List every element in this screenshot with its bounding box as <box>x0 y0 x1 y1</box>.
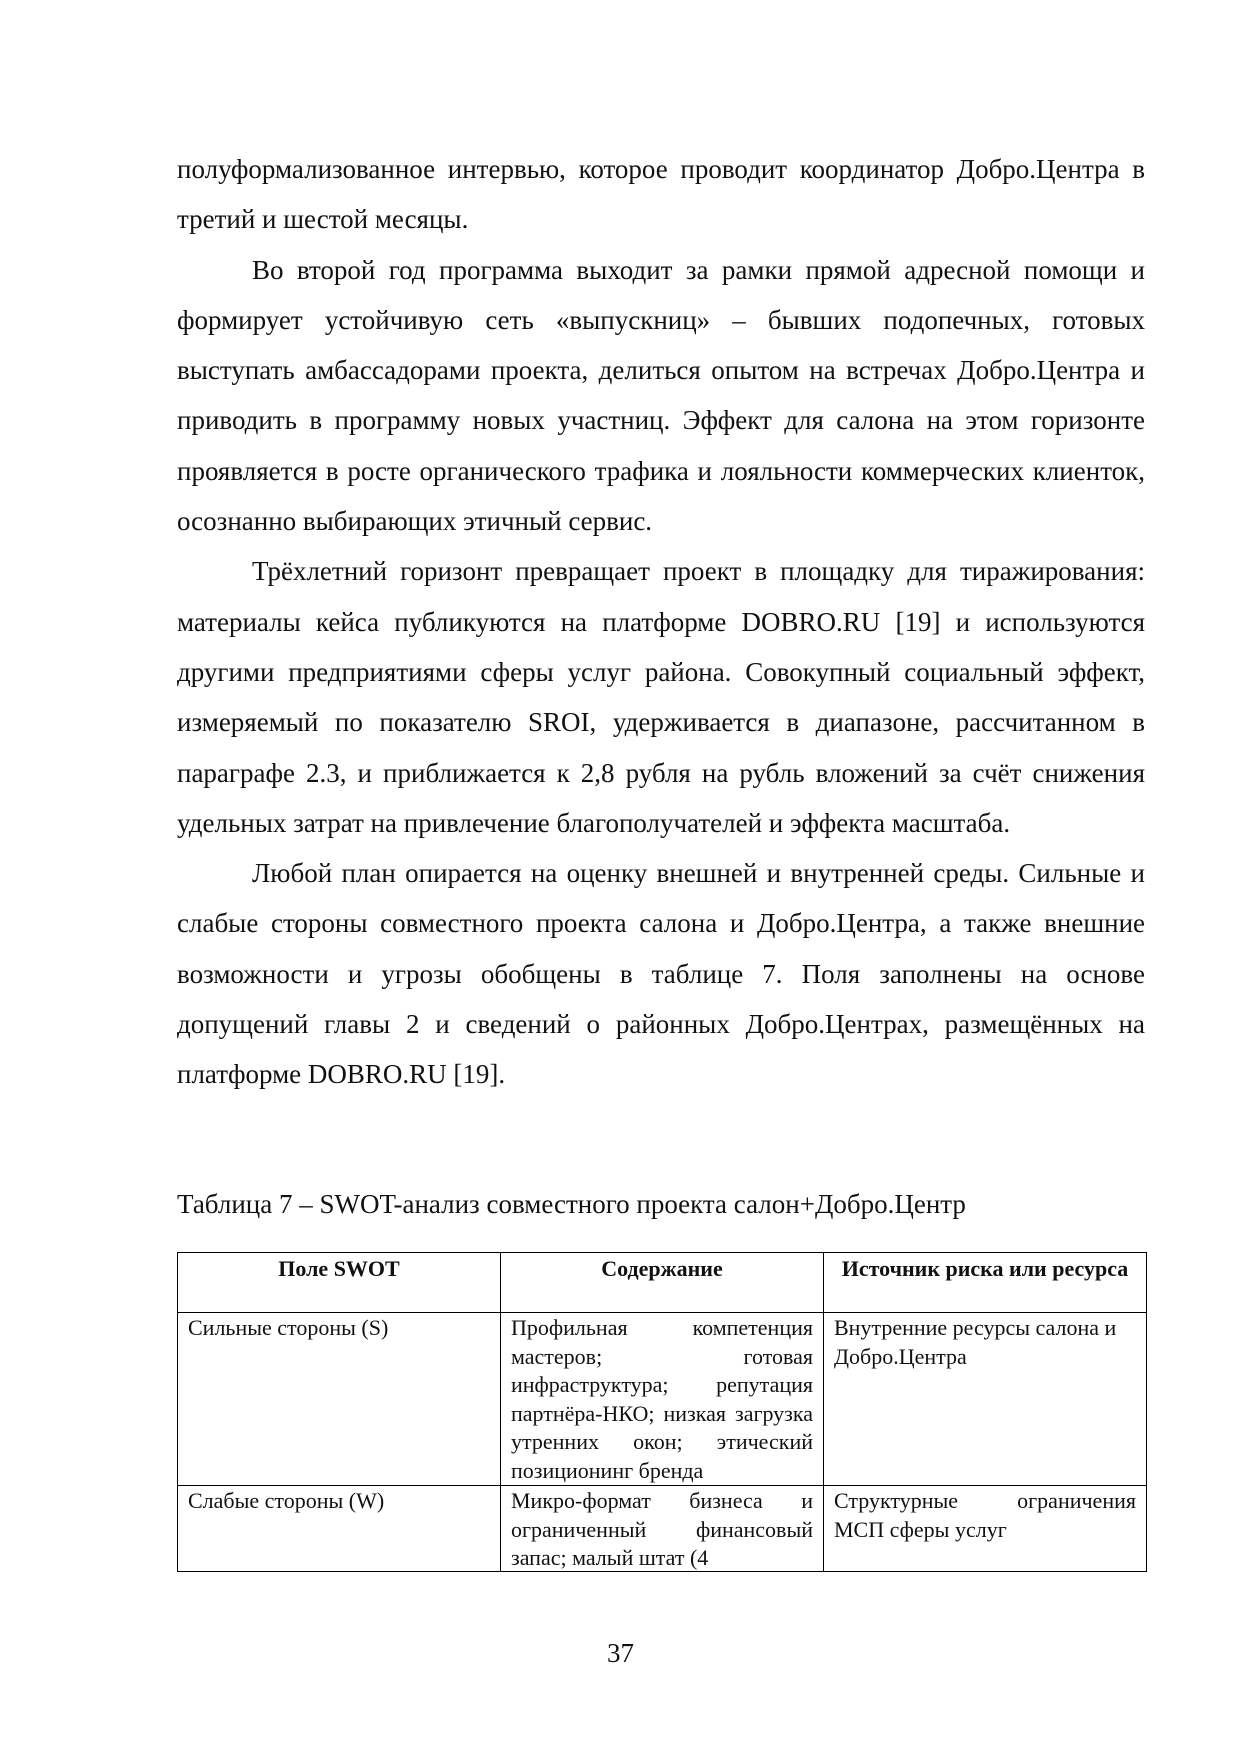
header-swot-field: Поле SWOT <box>178 1253 501 1313</box>
paragraph-swot-intro: Любой план опирается на оценку внешней и внутренней среды. Сильные и слабые стороны совместного проекта салона и Добро.Центра, а также внешние возможности и угрозы обобщены в таблице 7. Поля заполнены на основе допущений главы 2 и сведений о районных Добро.Центрах, размещённых на платформе DOBRO.RU [19]. <box>177 858 1145 1090</box>
swot-table <box>177 1252 1147 1572</box>
table-caption: Таблица 7 – SWOT-анализ совместного проекта салон+Добро.Центр <box>177 1189 966 1219</box>
header-source: Источник риска или ресурса <box>824 1253 1147 1313</box>
cell-field: Сильные стороны (S) <box>178 1313 501 1486</box>
cell-field: Слабые стороны (W) <box>178 1486 501 1572</box>
body-text <box>177 144 1145 1100</box>
table-header-row <box>178 1253 1147 1313</box>
header-content: Содержание <box>501 1253 824 1313</box>
paragraph-three-year: Трёхлетний горизонт превращает проект в площадку для тиражирования: материалы кейса публикуются на платформе DOBRO.RU [19] и используются другими предприятиями сферы услуг района. Совокупный социальный эффект, измеряемый по показателю SROI, удерживается в диапазоне, рассчитанном в параграфе 2.3, и приближается к 2,8 рубля на рубль вложений за счёт снижения удельных затрат на привлечение благополучателей и эффекта масштаба. <box>177 556 1145 838</box>
cell-source: Внутренние ресурсы салона и Добро.Центра <box>824 1313 1147 1486</box>
paragraph-continuation: полуформализованное интервью, которое проводит координатор Добро.Центра в третий и шестой месяцы. <box>177 154 1145 235</box>
paragraph-second-year: Во второй год программа выходит за рамки прямой адресной помощи и формирует устойчивую сеть «выпускниц» – бывших подопечных, готовых выступать амбассадорами проекта, делиться опытом на встречах Добро.Центра и приводить в программу новых участниц. Эффект для салона на этом горизонте проявляется в росте органического трафика и лояльности коммерческих клиенток, осознанно выбирающих этичный сервис. <box>177 254 1145 537</box>
page-number: 37 <box>607 1638 634 1668</box>
table-row <box>178 1486 1147 1572</box>
table-row <box>178 1313 1147 1486</box>
cell-source: Структурные ограничения МСП сферы услуг <box>824 1486 1147 1572</box>
cell-content: Профильная компетенция мастеров; готовая инфраструктура; репутация партнёра-НКО; низкая загрузка утренних окон; этический позиционинг бренда <box>501 1313 824 1486</box>
cell-content: Микро-формат бизнеса и ограниченный финансовый запас; малый штат (4 <box>501 1486 824 1572</box>
